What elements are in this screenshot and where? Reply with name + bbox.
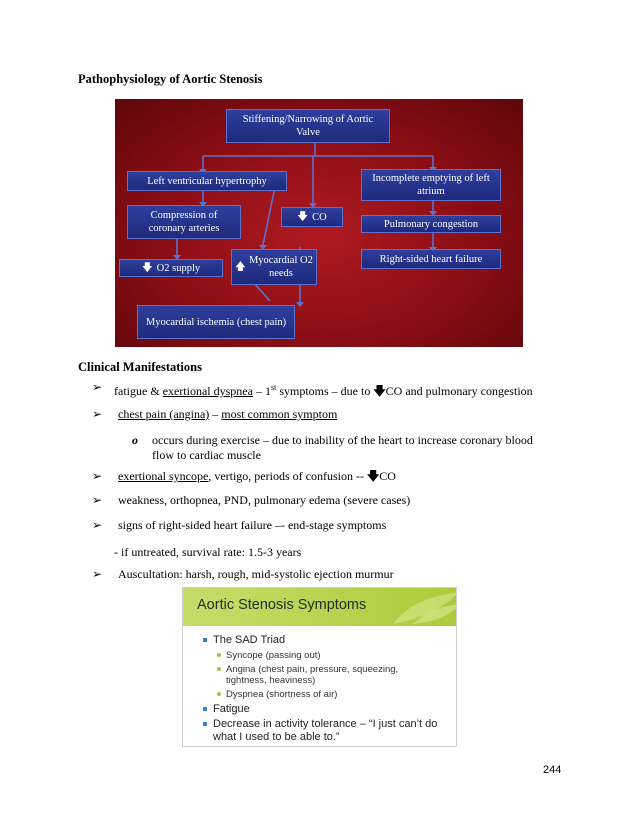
list-item: exertional syncope, vertigo, periods of confusion -- 🡇CO: [118, 469, 396, 483]
box-right-sided-heart-failure: Right-sided heart failure: [361, 249, 501, 269]
slide-item-cont: what I used to be able to.”: [213, 731, 340, 743]
arrow-down-icon: 🡇: [373, 384, 386, 398]
slide-item: Decrease in activity tolerance – “I just can’t do: [203, 718, 437, 730]
list-item: signs of right-sided heart failure –- end-stage symptoms: [118, 518, 387, 532]
flowchart-diagram: [115, 99, 523, 347]
box-compression-coronary: Compression of coronary arteries: [127, 205, 241, 239]
slide-item: The SAD Triad: [203, 634, 285, 646]
symptoms-slide-image: [182, 587, 457, 747]
slide-subitem-cont: tightness, heaviness): [226, 675, 316, 686]
slide-item: Fatigue: [203, 703, 250, 715]
list-subitem: occurs during exercise – due to inability of the heart to increase coronary blood flow to cardiac muscle: [152, 433, 533, 462]
list-item: weakness, orthopnea, PND, pulmonary edema (severe cases): [118, 493, 411, 507]
sub-bullet-icon: o: [132, 433, 138, 447]
bullet-arrow-icon: ➢: [92, 518, 103, 532]
survival-note: - if untreated, survival rate: 1.5-3 years: [114, 545, 302, 559]
box-pulmonary-congestion: Pulmonary congestion: [361, 215, 501, 233]
slide-subitem: Angina (chest pain, pressure, squeezing,: [217, 664, 398, 675]
bullet-arrow-icon: ➢: [92, 380, 103, 394]
arrow-down-icon: 🡇: [366, 469, 380, 483]
arrow-down-icon: 🡇: [141, 262, 153, 274]
box-decreased-co: 🡇 CO: [281, 207, 343, 227]
section-title-clinical: Clinical Manifestations: [78, 360, 202, 374]
slide-subitem: Dyspnea (shortness of air): [217, 689, 337, 700]
list-item: Auscultation: harsh, rough, mid-systolic ejection murmur: [118, 567, 394, 581]
leaf-decoration-icon: [373, 590, 457, 626]
bullet-arrow-icon: ➢: [92, 493, 103, 507]
page-number: 244: [543, 764, 562, 776]
slide-header: [183, 588, 457, 626]
box-stiffening-valve: Stiffening/Narrowing of Aortic Valve: [226, 109, 390, 143]
box-decreased-o2-supply: 🡇 O2 supply: [119, 259, 223, 277]
arrow-down-icon: 🡇: [297, 211, 309, 223]
section-title-pathophysiology: Pathophysiology of Aortic Stenosis: [78, 72, 263, 86]
bullet-arrow-icon: ➢: [92, 469, 103, 483]
list-item: fatigue & exertional dyspnea – 1st symptoms – due to 🡇CO and pulmonary congestion: [114, 383, 533, 398]
box-incomplete-emptying: Incomplete emptying of left atrium: [361, 169, 501, 201]
slide-subitem: Syncope (passing out): [217, 650, 321, 661]
box-myocardial-ischemia: Myocardial ischemia (chest pain): [137, 305, 295, 339]
list-item: chest pain (angina) – most common symptom: [118, 407, 338, 421]
arrow-up-icon: 🡅: [235, 261, 246, 273]
bullet-arrow-icon: ➢: [92, 567, 103, 581]
slide-title: Aortic Stenosis Symptoms: [197, 597, 367, 613]
bullet-arrow-icon: ➢: [92, 407, 103, 421]
box-increased-myocardial-o2: 🡅 Myocardial O2 needs: [231, 249, 317, 285]
box-left-ventricular-hypertrophy: Left ventricular hypertrophy: [127, 171, 287, 191]
